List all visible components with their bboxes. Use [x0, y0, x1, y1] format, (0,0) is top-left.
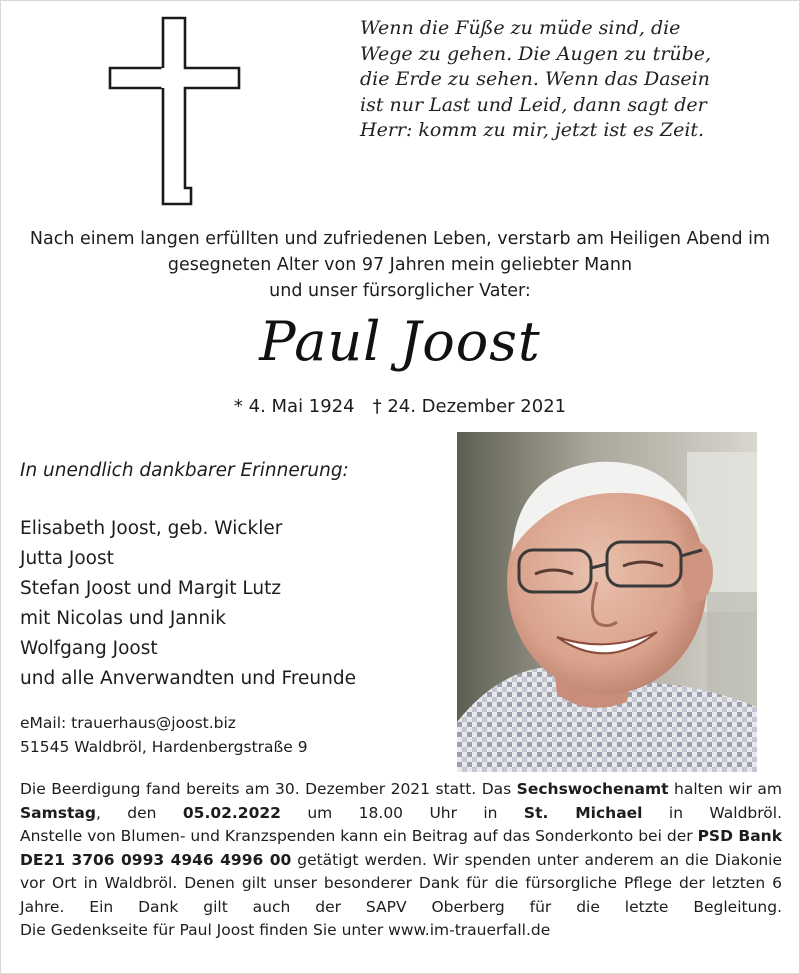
cross-icon [107, 16, 242, 206]
contact-address: 51545 Waldbröl, Hardenbergstraße 9 [20, 738, 308, 756]
poem-line: ist nur Last und Leid, dann sagt der [360, 93, 707, 116]
death-date: † 24. Dezember 2021 [372, 396, 567, 417]
note-text: halten wir am [668, 780, 782, 798]
poem-line: Herr: komm zu mir, jetzt ist es Zeit. [360, 119, 705, 141]
deceased-name: Paul Joost [259, 310, 541, 373]
note-bold: Samstag [20, 803, 96, 822]
contact-email: eMail: trauerhaus@joost.biz [20, 714, 236, 732]
memorial-page-note: Die Gedenkseite für Paul Joost finden Sie unter www.im-trauerfall.de [20, 921, 551, 939]
note-bold: PSD Bank DE21 3706 0993 4946 4996 00 [20, 827, 782, 869]
family-member: Wolfgang Joost [20, 638, 158, 659]
burial-note [20, 778, 782, 825]
note-text: Die Beerdigung fand bereits am 30. Dezember 2021 statt. Das [20, 780, 517, 798]
life-dates [0, 396, 800, 417]
family-member: Stefan Joost und Margit Lutz [20, 578, 282, 599]
note-bold: St. Michael [523, 803, 643, 822]
intro-line: gesegneten Alter von 97 Jahren mein geliebter Mann [167, 255, 633, 275]
intro-line: und unser fürsorglicher Vater: [269, 281, 531, 301]
note-text: um 18.00 Uhr in [280, 803, 524, 822]
poem-line: die Erde zu sehen. Wenn das Dasein [360, 68, 710, 90]
note-text: getätigt werden. Wir spenden unter anderem an die Diakonie vor Ort in Waldbröl. Denen gilt unser besonderer Dank für die fürsorgliche Pflege der letzten 6 Jahre. Ein Dank gilt auch der SAPV Oberberg für die letzte Begleitung. [20, 850, 783, 916]
poem [360, 16, 780, 144]
note-text: Anstelle von Blumen- und Kranzspenden kann ein Beitrag auf das Sonderkonto bei der [20, 827, 698, 845]
intro-text [0, 226, 800, 304]
note-bold: 05.02.2022 [182, 803, 281, 822]
poem-line: Wege zu gehen. Die Augen zu trübe, [360, 42, 712, 65]
note-text: in Waldbröl. [642, 803, 782, 822]
family-member: Elisabeth Joost, geb. Wickler [20, 518, 283, 539]
funeral-notes [20, 778, 782, 943]
note-bold: Sechswochenamt [516, 780, 669, 798]
contact-info [20, 711, 308, 759]
donation-note [20, 825, 782, 919]
family-member: und alle Anverwandten und Freunde [20, 668, 356, 689]
intro-line: Nach einem langen erfüllten und zufriedenen Leben, verstarb am Heiligen Abend im [29, 229, 771, 249]
note-text: , den [95, 803, 183, 822]
birth-date: * 4. Mai 1924 [233, 396, 355, 417]
family-member: mit Nicolas und Jannik [20, 608, 226, 629]
portrait-photo [457, 432, 757, 772]
family-list [20, 514, 356, 694]
memory-heading: In unendlich dankbarer Erinnerung: [20, 460, 349, 481]
poem-line: Wenn die Füße zu müde sind, die [360, 17, 681, 39]
family-member: Jutta Joost [20, 548, 114, 569]
